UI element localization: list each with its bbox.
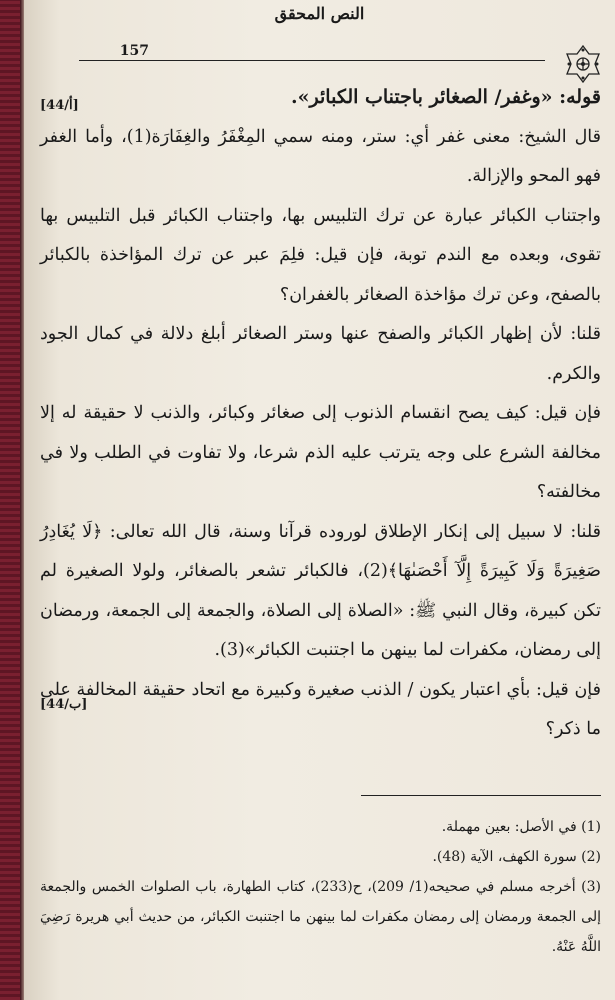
paragraph-question-division: فإن قيل: كيف يصح انقسام الذنوب إلى صغائر وكبائر، والذنب لا حقيقة له إلا مخالفة الشرع على وجه يترتب عليه الذم شرعا، ولا تفاوت في الطلب ولا في مخالفته؟ <box>40 403 601 502</box>
header-rule <box>79 60 545 61</box>
footnote-separator <box>361 795 601 796</box>
paragraph-answer-generosity: قلنا: لأن إظهار الكبائر والصفح عنها وستر الصغائر أبلغ دلالة في كمال الجود والكرم. <box>40 324 601 384</box>
footnote-3: (3) أخرجه مسلم في صحيحه(1/ 209)، ح(233)، كتاب الطهارة، باب الصلوات الخمس والجمعة إلى الجمعة ورمضان إلى رمضان مكفرات لما بينهن ما اجتنبت الكبائر، من حديث أبي هريرة رَضِيَ اللَّهُ عَنْهُ. <box>40 879 601 955</box>
book-spine-edge <box>0 0 22 1000</box>
main-text <box>40 78 601 750</box>
page-number: 157 <box>119 43 149 59</box>
paragraph-question-consideration: فإن قيل: بأي اعتبار يكون / الذنب صغيرة وكبيرة مع اتحاد حقيقة المخالفة على ما ذكر؟ <box>40 679 601 739</box>
paragraph-sheikh-definition: قال الشيخ: معنى غفر أي: ستر، ومنه سمي المِغْفَرُ والغِفَارَة(1)، وأما الغفر فهو المحو والإزالة. <box>40 126 601 186</box>
footnote-2: (2) سورة الكهف، الآية (48). <box>432 849 601 865</box>
footnote-1: (1) في الأصل: بعين مهملة. <box>441 819 601 835</box>
book-page <box>24 0 615 1000</box>
section-heading: قوله: «وغفر/ الصغائر باجتناب الكبائر». <box>291 86 601 108</box>
footnotes <box>40 812 601 962</box>
paragraph-answer-quran-sunnah: قلنا: لا سبيل إلى إنكار الإطلاق لوروده قرآنا وسنة، قال الله تعالى: ﴿لَا يُغَادِرُ صَغِيرَةً وَلَا كَبِيرَةً إِلَّآ أَحْصَىٰهَا﴾(2)، فالكبائر تشعر بالصغائر، ولولا الصغيرة لم تكن كبيرة، وقال النبي ﷺ: «الصلاة إلى الصلاة، والجمعة إلى الجمعة، ورمضان إلى رمضان، مكفرات لما بينهن ما اجتنبت الكبائر»(3). <box>40 521 602 660</box>
running-title: النص المحقق <box>274 4 365 23</box>
paragraph-avoiding-major-sins: واجتناب الكبائر عبارة عن ترك التلبيس بها، واجتناب الكبائر قبل التلبيس بها تقوى، وبعده مع الندم توبة، فإن قيل: فلِمَ عبر عن ترك المؤاخذة بالكبائر بالصفح، وعن ترك مؤاخذة الصغائر بالغفران؟ <box>40 205 601 305</box>
margin-ref-folio-b: [44/ب] <box>40 697 88 712</box>
margin-ref-folio-a: [44/أ] <box>40 98 79 113</box>
